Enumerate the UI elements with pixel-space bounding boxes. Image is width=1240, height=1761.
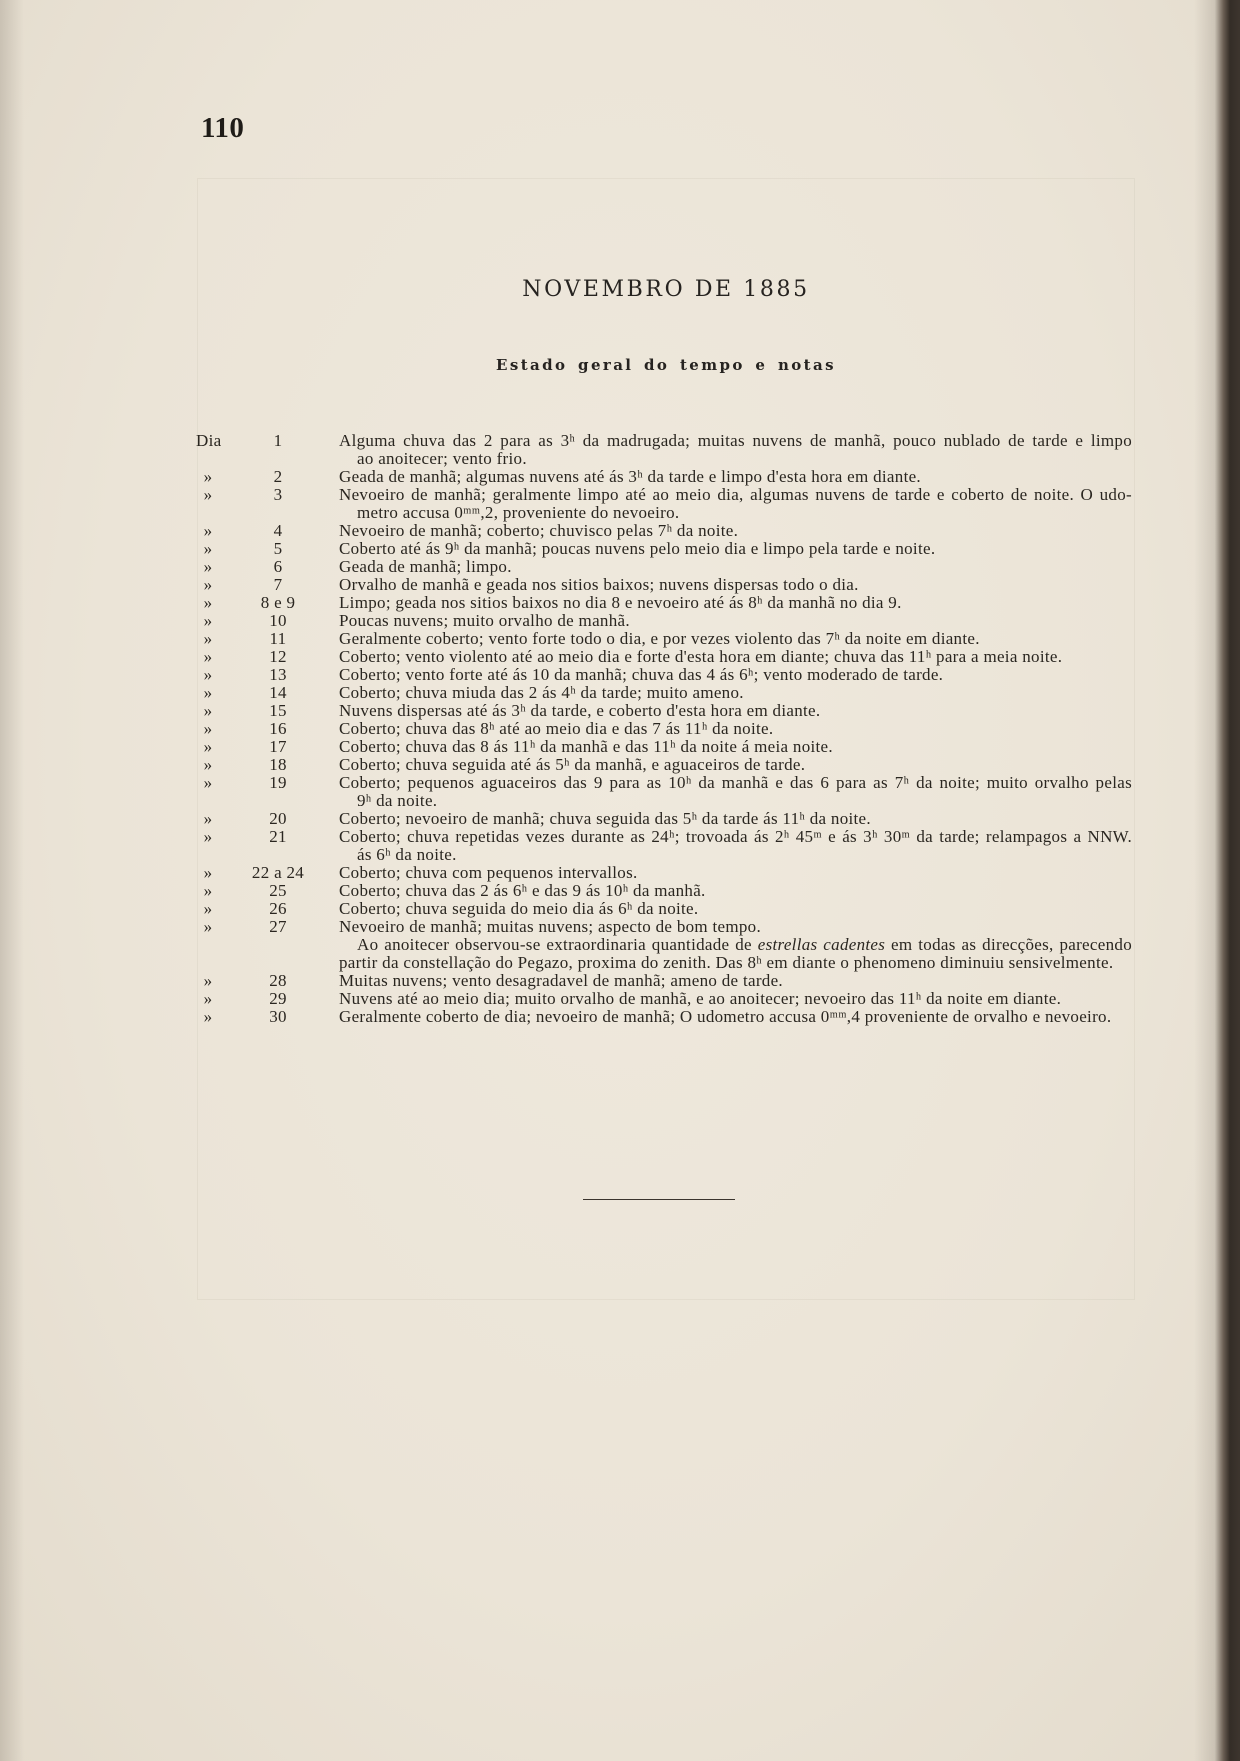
entry-text	[339, 558, 1132, 576]
entry-day: 27	[269, 917, 287, 936]
entry-marker: »	[203, 1007, 213, 1026]
entry-line: Coberto; chuva com pequenos intervallos.	[339, 863, 638, 882]
entry-marker: »	[203, 683, 213, 702]
entry-day: 17	[269, 737, 287, 756]
entry-marker: »	[203, 899, 213, 918]
entry-day: 5	[273, 539, 283, 558]
entry-row	[196, 684, 1132, 702]
entry-marker: »	[203, 539, 213, 558]
entry-text	[339, 918, 1132, 936]
entry-row	[196, 810, 1132, 828]
entry-marker: »	[203, 755, 213, 774]
entry-day: 12	[269, 647, 287, 666]
entry-line: Geada de manhã; limpo.	[339, 557, 512, 576]
entry-marker: »	[203, 737, 213, 756]
entry-row	[196, 756, 1132, 774]
note-italic-text: estrellas cadentes	[757, 935, 886, 954]
entry-day: 3	[273, 485, 283, 504]
entry-marker: »	[203, 557, 213, 576]
entry-day: 7	[273, 575, 283, 594]
entry-day: 29	[269, 989, 287, 1008]
entry-day: 8 e 9	[260, 593, 296, 612]
entry-marker: »	[203, 881, 213, 900]
entry-marker: »	[203, 485, 213, 504]
entry-line: Coberto; vento violento até ao meio dia e forte d'esta hora em diante; chuva das 11ʰ para a meia noite.	[339, 647, 1063, 666]
entry-day: 13	[269, 665, 287, 684]
entry-note-row	[196, 936, 1132, 972]
entry-marker: »	[203, 809, 213, 828]
page-title: NOVEMBRO DE 1885	[522, 277, 810, 302]
entry-line: Alguma chuva das 2 para as 3ʰ da madrugada; muitas nuvens de manhã, pouco nublado de tarde e limpo	[339, 431, 1132, 450]
entry-line: Coberto; chuva das 8ʰ até ao meio dia e das 7 ás 11ʰ da noite.	[339, 719, 774, 738]
entry-text	[339, 648, 1132, 666]
entry-line: Coberto; pequenos aguaceiros das 9 para as 10ʰ da manhã e das 6 para as 7ʰ da noite; muito orvalho pelas	[339, 773, 1132, 792]
closing-rule	[583, 1199, 735, 1200]
entry-marker: »	[203, 665, 213, 684]
entry-row	[196, 774, 1132, 810]
entry-marker: »	[203, 917, 213, 936]
entry-line: Coberto; chuva miuda das 2 ás 4ʰ da tarde; muito ameno.	[339, 683, 744, 702]
entry-row	[196, 900, 1132, 918]
entry-text	[339, 882, 1132, 900]
entry-marker: Dia	[196, 431, 222, 450]
entry-marker: »	[203, 611, 213, 630]
entry-line: Coberto; vento forte até ás 10 da manhã; chuva das 4 ás 6ʰ; vento moderado de tarde.	[339, 665, 944, 684]
entry-line: Nevoeiro de manhã; geralmente limpo até ao meio dia, algumas nuvens de tarde e coberto de noite. O udo-	[339, 485, 1132, 504]
entry-day: 2	[273, 467, 283, 486]
entry-marker: »	[203, 719, 213, 738]
entry-note	[339, 936, 1132, 972]
entry-day: 19	[269, 773, 287, 792]
page-number: 110	[201, 112, 245, 144]
entry-row	[196, 828, 1132, 864]
entry-row	[196, 882, 1132, 900]
note-text: Ao anoitecer observou-se extraordinaria quantidade de	[357, 935, 758, 954]
entry-text	[339, 864, 1132, 882]
entry-day: 25	[269, 881, 287, 900]
entry-marker: »	[203, 521, 213, 540]
entry-row	[196, 864, 1132, 882]
entry-text	[339, 522, 1132, 540]
entry-day: 30	[269, 1007, 287, 1026]
entry-day: 10	[269, 611, 287, 630]
entry-row	[196, 720, 1132, 738]
weather-entries-list	[196, 432, 1132, 1026]
entry-text	[339, 702, 1132, 720]
entry-text	[339, 594, 1132, 612]
entry-row	[196, 576, 1132, 594]
entry-row	[196, 648, 1132, 666]
entry-row	[196, 702, 1132, 720]
entry-line: Coberto; chuva seguida do meio dia ás 6ʰ da noite.	[339, 899, 699, 918]
entry-text	[339, 972, 1132, 990]
entry-line: Muitas nuvens; vento desagradavel de manhã; ameno de tarde.	[339, 971, 783, 990]
entry-line: Coberto; chuva das 2 ás 6ʰ e das 9 ás 10ʰ da manhã.	[339, 881, 706, 900]
entry-row	[196, 558, 1132, 576]
entry-text	[339, 684, 1132, 702]
entry-text	[339, 810, 1132, 828]
entry-row	[196, 468, 1132, 486]
entry-line: Coberto; nevoeiro de manhã; chuva seguida das 5ʰ da tarde ás 11ʰ da noite.	[339, 809, 871, 828]
entry-line: Nuvens dispersas até ás 3ʰ da tarde, e coberto d'esta hora em diante.	[339, 701, 821, 720]
note-text: partir da constellação do Pegazo, proxima do zenith. Das 8ʰ em diante o phenomeno diminuiu sensivelmente.	[339, 953, 1114, 972]
entry-marker: »	[203, 701, 213, 720]
note-text: em todas as direcções, parecendo	[885, 935, 1132, 954]
entry-text	[339, 576, 1132, 594]
entry-text	[339, 1008, 1132, 1026]
entry-line: Geralmente coberto; vento forte todo o dia, e por vezes violento das 7ʰ da noite em diante.	[339, 629, 980, 648]
entry-day: 14	[269, 683, 287, 702]
entry-day: 20	[269, 809, 287, 828]
entry-marker: »	[203, 827, 213, 846]
section-subtitle: Estado geral do tempo e notas	[496, 356, 836, 374]
entry-marker: »	[203, 773, 213, 792]
entry-marker: »	[203, 971, 213, 990]
entry-row	[196, 612, 1132, 630]
entry-day: 4	[273, 521, 283, 540]
entry-row	[196, 738, 1132, 756]
entry-day: 28	[269, 971, 287, 990]
entry-text	[339, 630, 1132, 648]
entry-line: Coberto; chuva seguida até ás 5ʰ da manhã, e aguaceiros de tarde.	[339, 755, 806, 774]
entry-row	[196, 486, 1132, 522]
entry-line: Limpo; geada nos sitios baixos no dia 8 e nevoeiro até ás 8ʰ da manhã no dia 9.	[339, 593, 902, 612]
note-spacer	[238, 936, 318, 972]
entry-row	[196, 666, 1132, 684]
entry-row	[196, 972, 1132, 990]
entry-row	[196, 432, 1132, 468]
entry-line: ás 6ʰ da noite.	[357, 845, 457, 864]
page-left-edge-shadow	[0, 0, 24, 1761]
entry-text	[339, 756, 1132, 774]
entry-line: metro accusa 0ᵐᵐ,2, proveniente do nevoeiro.	[357, 503, 680, 522]
entry-row	[196, 1008, 1132, 1026]
entry-line: 9ʰ da noite.	[357, 791, 438, 810]
entry-marker: »	[203, 863, 213, 882]
entry-text	[339, 828, 1132, 864]
entry-line: Coberto; chuva das 8 ás 11ʰ da manhã e das 11ʰ da noite á meia noite.	[339, 737, 833, 756]
entry-text	[339, 612, 1132, 630]
entry-text	[339, 900, 1132, 918]
entry-row	[196, 522, 1132, 540]
entry-marker: »	[203, 629, 213, 648]
entry-text	[339, 990, 1132, 1008]
entry-day: 1	[273, 431, 283, 450]
entry-line: Coberto; chuva repetidas vezes durante as 24ʰ; trovoada ás 2ʰ 45ᵐ e ás 3ʰ 30ᵐ da tarde; relampagos a NNW.	[339, 827, 1132, 846]
entry-line: Geada de manhã; algumas nuvens até ás 3ʰ da tarde e limpo d'esta hora em diante.	[339, 467, 921, 486]
entry-text	[339, 486, 1132, 522]
entry-marker: »	[203, 575, 213, 594]
entry-day: 26	[269, 899, 287, 918]
entry-day: 15	[269, 701, 287, 720]
book-binding-edge	[1194, 0, 1240, 1761]
entry-day: 18	[269, 755, 287, 774]
entry-text	[339, 540, 1132, 558]
entry-marker: »	[203, 593, 213, 612]
entry-line: Poucas nuvens; muito orvalho de manhã.	[339, 611, 630, 630]
entry-day: 21	[269, 827, 287, 846]
entry-row	[196, 918, 1132, 936]
entry-line: Orvalho de manhã e geada nos sitios baixos; nuvens dispersas todo o dia.	[339, 575, 859, 594]
entry-line: Nevoeiro de manhã; muitas nuvens; aspecto de bom tempo.	[339, 917, 762, 936]
entry-day: 16	[269, 719, 287, 738]
entry-marker: »	[203, 989, 213, 1008]
entry-row	[196, 630, 1132, 648]
entry-day: 6	[273, 557, 283, 576]
entry-marker: »	[203, 467, 213, 486]
entry-text	[339, 720, 1132, 738]
note-line	[339, 954, 1132, 972]
entry-day: 22 a 24	[251, 863, 305, 882]
entry-line: Nuvens até ao meio dia; muito orvalho de manhã, e ao anoitecer; nevoeiro das 11ʰ da noite em diante.	[339, 989, 1062, 1008]
note-spacer	[196, 936, 220, 972]
note-line	[339, 936, 1132, 954]
entry-marker: »	[203, 647, 213, 666]
entry-row	[196, 594, 1132, 612]
entry-day: 11	[269, 629, 287, 648]
entry-text	[339, 738, 1132, 756]
entry-text	[339, 468, 1132, 486]
entry-row	[196, 990, 1132, 1008]
entry-line: Nevoeiro de manhã; coberto; chuvisco pelas 7ʰ da noite.	[339, 521, 739, 540]
entry-line: Geralmente coberto de dia; nevoeiro de manhã; O udometro accusa 0ᵐᵐ,4 proveniente de orvalho e nevoeiro.	[339, 1007, 1112, 1026]
entry-line: ao anoitecer; vento frio.	[357, 449, 527, 468]
entry-text	[339, 666, 1132, 684]
entry-text	[339, 432, 1132, 468]
entry-row	[196, 540, 1132, 558]
entry-text	[339, 774, 1132, 810]
entry-line: Coberto até ás 9ʰ da manhã; poucas nuvens pelo meio dia e limpo pela tarde e noite.	[339, 539, 936, 558]
